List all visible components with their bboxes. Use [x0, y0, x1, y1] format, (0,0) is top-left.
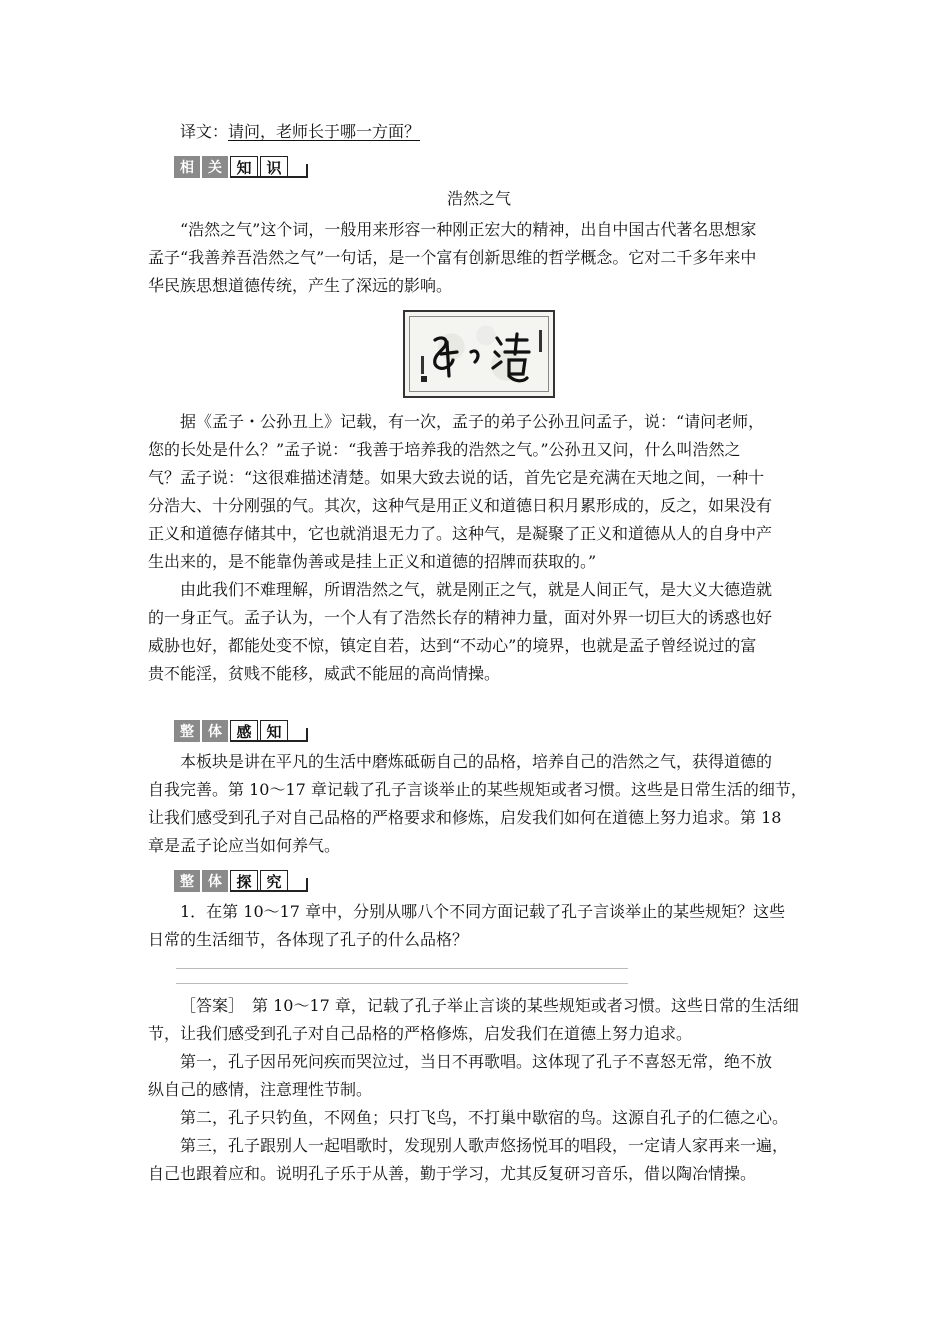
badge-rule [230, 176, 308, 178]
document-page [148, 118, 810, 1188]
translation-text: 请问，老师长于哪一方面？ [228, 122, 421, 141]
paragraph-line: 您的长处是什么？”孟子说：“我善于培养我的浩然之气。”公孙丑又问，什么叫浩然之 [148, 440, 741, 459]
paragraph-line: 章是孟子论应当如何养气。 [148, 836, 341, 855]
answer-blank-line [176, 954, 628, 969]
paragraph-line: 生出来的，是不能靠伪善或是挂上正义和道德的招牌而获取的。” [148, 552, 597, 571]
badge-chip: 相 [174, 156, 200, 178]
paragraph-line: 贵不能淫，贫贱不能移，威武不能屈的高尚情操。 [148, 664, 501, 683]
badge-chip: 感 [230, 720, 258, 742]
paragraph-line: 分浩大、十分刚强的气。其次，这种气是用正义和道德日积月累形成的，反之，如果没有 [148, 496, 773, 515]
badge-rule [230, 740, 308, 742]
section-badge-related-knowledge [174, 148, 308, 178]
paragraph-line: 让我们感受到孔子对自己品格的严格要求和修炼，启发我们如何在道德上努力追求。第 18 [148, 808, 782, 827]
answer-point-line: 第一，孔子因吊死问疾而哭泣过，当日不再歌唱。这体现了孔子不喜怒无常，绝不放 [180, 1052, 773, 1071]
answer-point-line: 第二，孔子只钓鱼，不网鱼；只打飞鸟，不打巢中歇宿的鸟。这源自孔子的仁德之心。 [180, 1108, 789, 1127]
paragraph-line: 威胁也好，都能处变不惊，镇定自若，达到“不动心”的境界，也就是孟子曾经说过的富 [148, 636, 757, 655]
section-badge-overall-perception [174, 712, 308, 742]
badge-chip: 体 [202, 870, 228, 892]
paragraph-line: 孟子“我善养吾浩然之气”一句话，是一个富有创新思维的哲学概念。它对二千多年来中 [148, 248, 757, 267]
answer-point-line: 纵自己的感情，注意理性节制。 [148, 1080, 373, 1099]
paragraph-line: 的一身正气。孟子认为，一个人有了浩然长存的精神力量，面对外界一切巨大的诱惑也好 [148, 608, 773, 627]
badge-chip: 究 [260, 870, 288, 892]
badge-chip: 识 [260, 156, 288, 178]
answer-blank-line [176, 969, 628, 984]
question-line: 日常的生活细节，各体现了孔子的什么品格？ [148, 930, 469, 949]
paragraph-line: 正义和道德存储其中，它也就消退无力了。这种气，是凝聚了正义和道德从人的自身中产 [148, 524, 773, 543]
paragraph-line: 据《孟子・公孙丑上》记载，有一次，孟子的弟子公孙丑问孟子，说：“请问老师， [180, 412, 765, 431]
paragraph-line: 气？孟子说：“这很难描述清楚。如果大致去说的话，首先它是充满在天地之间，一种十 [148, 468, 765, 487]
badge-chip: 关 [202, 156, 228, 178]
calligraphy-image [403, 310, 555, 398]
section-badge-overall-inquiry [174, 862, 308, 892]
question-line: 1．在第 10～17 章中，分别从哪八个不同方面记载了孔子言谈举止的某些规矩？这些 [180, 902, 786, 921]
section-title: 浩然之气 [446, 189, 511, 208]
answer-point-line: 自己也跟着应和。说明孔子乐于从善，勤于学习，尤其反复研习音乐，借以陶冶情操。 [148, 1164, 757, 1183]
translation-line [148, 118, 810, 146]
badge-chip: 体 [202, 720, 228, 742]
answer-line: 节，让我们感受到孔子对自己品格的严格修炼，启发我们在道德上努力追求。 [148, 1024, 693, 1043]
badge-chip: 探 [230, 870, 258, 892]
paragraph-line: 华民族思想道德传统，产生了深远的影响。 [148, 276, 453, 295]
translation-label: 译文： [180, 122, 229, 141]
paragraph-line: “浩然之气”这个词，一般用来形容一种刚正宏大的精神，出自中国古代著名思想家 [180, 220, 757, 239]
badge-chip: 整 [174, 870, 200, 892]
answer-line: ［答案］ 第 10～17 章，记载了孔子举止言谈的某些规矩或者习惯。这些日常的生活细 [180, 996, 799, 1015]
paragraph-line: 本板块是讲在平凡的生活中磨炼砥砺自己的品格，培养自己的浩然之气，获得道德的 [180, 752, 773, 771]
badge-chip: 知 [230, 156, 258, 178]
paragraph-line: 自我完善。第 10～17 章记载了孔子言谈举止的某些规矩或者习惯。这些是日常生活的细节， [148, 780, 807, 799]
answer-point-line: 第三，孔子跟别人一起唱歌时，发现别人歌声悠扬悦耳的唱段，一定请人家再来一遍， [180, 1136, 789, 1155]
paragraph-line: 由此我们不难理解，所谓浩然之气，就是刚正之气，就是人间正气，是大义大德造就 [180, 580, 773, 599]
badge-chip: 知 [260, 720, 288, 742]
badge-chip: 整 [174, 720, 200, 742]
badge-rule [230, 890, 308, 892]
calligraphy-strokes [405, 312, 553, 396]
